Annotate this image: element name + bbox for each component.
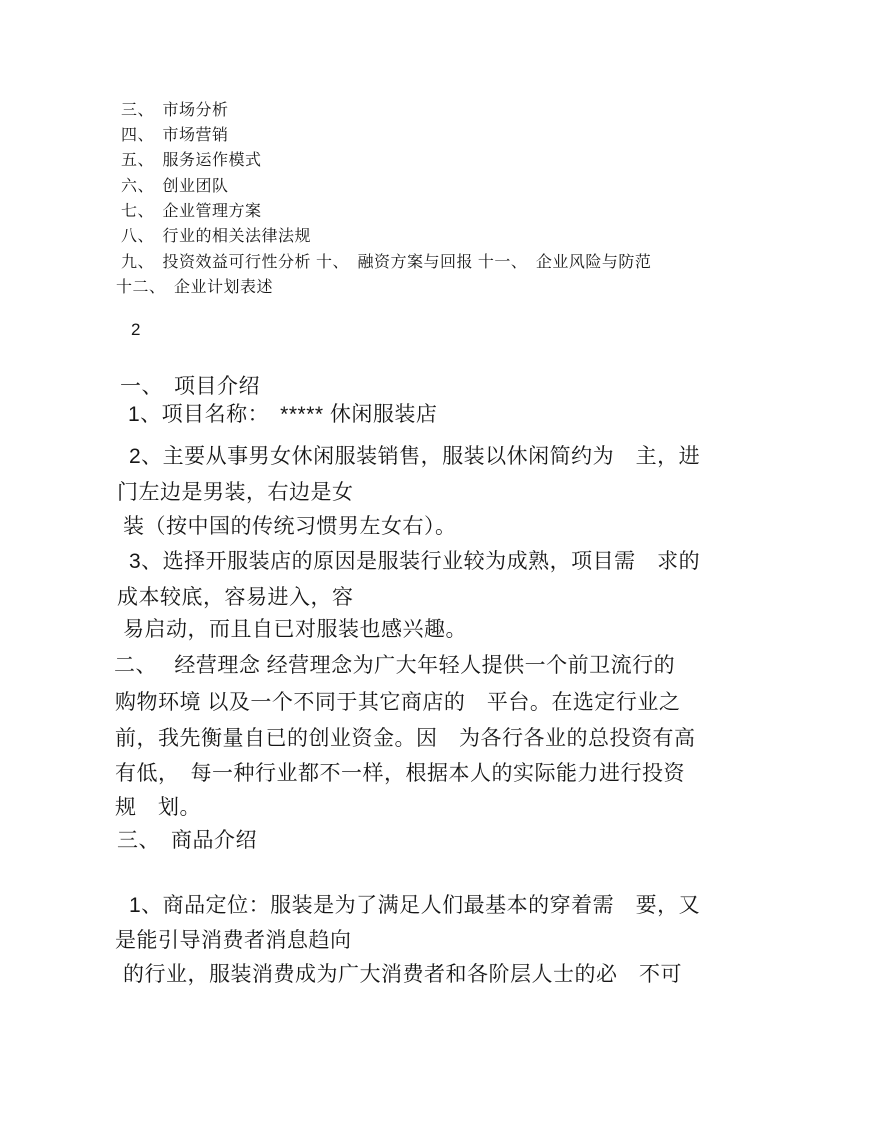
- body-line: 成本较底，容易进入，容: [117, 586, 354, 609]
- body-line: 的行业，服装消费成为广大消费者和各阶层人士的必 不可: [123, 963, 682, 986]
- body-line: 前，我先衡量自已的创业资金。因 为各行各业的总投资有高: [115, 727, 696, 750]
- toc-line: 九、 投资效益可行性分析 十、 融资方案与回报 十一、 企业风险与防范: [121, 254, 652, 271]
- body-line: 2、主要从事男女休闲服装销售，服装以休闲简约为 主，进: [129, 445, 701, 468]
- toc-line: 四、 市场营销: [121, 127, 229, 144]
- section-heading: 二、 经营理念 经营理念为广大年轻人提供一个前卫流行的: [114, 654, 676, 677]
- body-line: 有低， 每一种行业都不一样，根据本人的实际能力进行投资: [115, 762, 685, 785]
- body-line: 1、商品定位：服装是为了满足人们最基本的穿着需 要，又: [129, 894, 701, 917]
- body-line: 是能引导消费者消息趋向: [115, 929, 352, 952]
- body-line: 易启动，而且自已对服装也感兴趣。: [123, 618, 467, 641]
- toc-line: 十二、 企业计划表述: [116, 279, 274, 296]
- page-number: 2: [131, 320, 141, 339]
- section-heading: 三、 商品介绍: [117, 829, 257, 852]
- body-line: 购物环境 以及一个不同于其它商店的 平台。在选定行业之: [115, 691, 681, 714]
- section-heading: 一、 项目介绍: [120, 375, 260, 398]
- toc-line: 六、 创业团队: [121, 178, 229, 195]
- body-line: 1、项目名称： ***** 休闲服装店: [128, 403, 438, 426]
- toc-line: 五、 服务运作模式: [121, 152, 262, 169]
- toc-line: 八、 行业的相关法律法规: [121, 228, 312, 245]
- toc-line: 三、 市场分析: [121, 102, 229, 119]
- toc-line: 七、 企业管理方案: [121, 203, 262, 220]
- body-line: 装（按中国的传统习惯男左女右）。: [123, 515, 457, 538]
- body-line: 3、选择开服装店的原因是服装行业较为成熟，项目需 求的: [129, 550, 701, 573]
- body-line: 规 划。: [115, 796, 201, 819]
- body-line: 门左边是男装，右边是女: [117, 481, 354, 504]
